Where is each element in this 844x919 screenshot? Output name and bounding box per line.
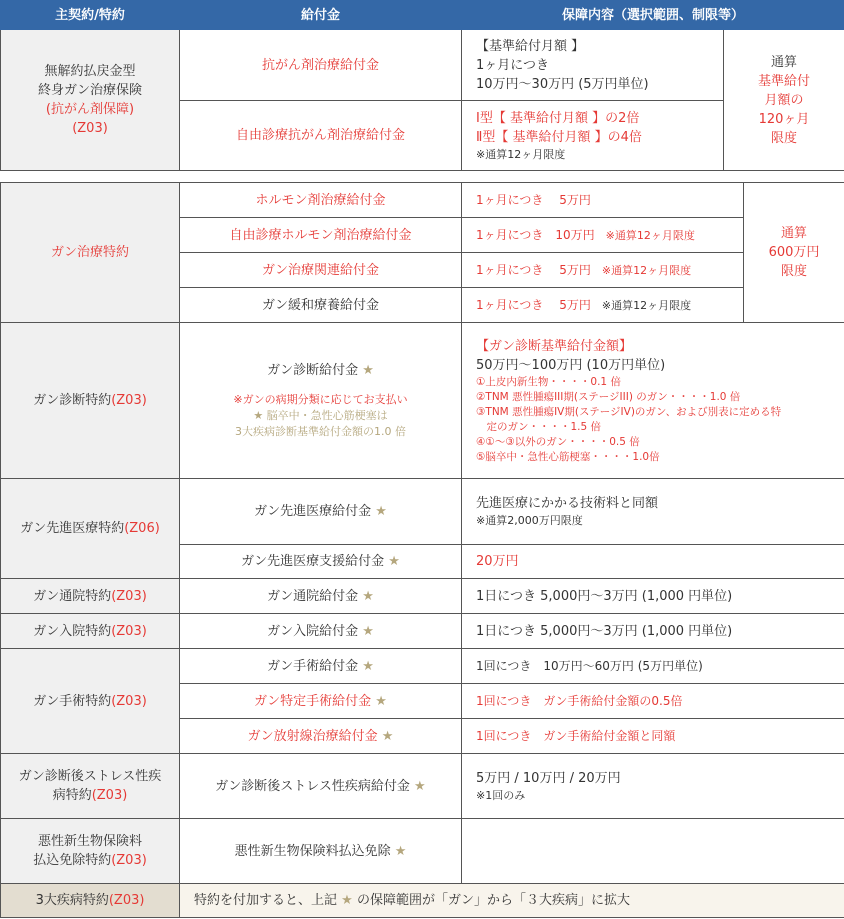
rider-outpatient-name: ガン通院特約(Z03): [1, 579, 180, 614]
benefit-specific-surgery: ガン特定手術給付金 ★: [180, 684, 462, 719]
coverage-stress: 5万円 / 10万円 / 20万円 ※1回のみ: [462, 754, 844, 819]
coverage-treatment-related: 1ヶ月につき 5万円 ※通算12ヶ月限度: [462, 253, 744, 288]
header-coverage: 保障内容（選択範囲、制限等）: [462, 1, 844, 30]
rider-treatment-name: ガン治療特約: [1, 183, 180, 323]
benefit-inpatient: ガン入院給付金 ★: [180, 614, 462, 649]
benefit-treatment-related: ガン治療関連給付金: [180, 253, 462, 288]
benefit-radiation: ガン放射線治療給付金 ★: [180, 719, 462, 754]
benefit-premium: 悪性新生物保険料払込免除 ★: [180, 819, 462, 884]
coverage-anticancer: 【基準給付月額 】 1ヶ月につき 10万円〜30万円 (5万円単位): [462, 30, 724, 101]
main-contract-limit: 通算 基準給付 月額の 120ヶ月 限度: [724, 30, 844, 171]
star-icon: ★: [341, 893, 353, 908]
star-icon: ★: [375, 693, 387, 709]
benefit-surgery: ガン手術給付金 ★: [180, 649, 462, 684]
coverage-outpatient: 1日につき 5,000円〜3万円 (1,000 円単位): [462, 579, 844, 614]
star-icon: ★: [381, 728, 394, 744]
coverage-specific-surgery: 1回につき ガン手術給付金額の0.5倍: [462, 684, 844, 719]
star-icon: ★: [414, 778, 426, 794]
star-icon: ★: [394, 843, 407, 859]
main-contract-table: [0, 0, 844, 171]
rider-premium-name: 悪性新生物保険料 払込免除特約(Z03): [1, 819, 180, 884]
benefit-diagnosis: ガン診断給付金 ★ ※ガンの病期分類に応じてお支払い ★ 脳卒中・急性心筋梗塞は 3大疾病診断基準給付金額の1.0 倍: [180, 323, 462, 479]
star-icon: ★: [388, 554, 400, 569]
benefit-advanced-support: ガン先進医療支援給付金 ★: [180, 545, 462, 579]
rider-diagnosis-name: ガン診断特約(Z03): [1, 323, 180, 479]
benefit-hormone: ホルモン剤治療給付金: [180, 183, 462, 218]
header-benefit: 給付金: [180, 1, 462, 30]
benefit-free-anticancer: 自由診療抗がん剤治療給付金: [180, 101, 462, 171]
star-icon: ★: [362, 588, 374, 604]
rider-table: [0, 182, 844, 918]
benefit-free-hormone: 自由診療ホルモン剤治療給付金: [180, 218, 462, 253]
rider-surgery-name: ガン手術特約(Z03): [1, 649, 180, 754]
treatment-limit: 通算 600万円 限度: [744, 183, 844, 323]
coverage-premium: [462, 819, 844, 884]
coverage-surgery: 1回につき 10万円〜60万円 (5万円単位): [462, 649, 844, 684]
star-icon: ★: [362, 623, 374, 639]
benefit-anticancer: 抗がん剤治療給付金: [180, 30, 462, 101]
rider-advanced-name: ガン先進医療特約(Z06): [1, 479, 180, 579]
rider-three-diseases-name: 3大疾病特約(Z03): [1, 884, 180, 918]
benefit-palliative: ガン緩和療養給付金: [180, 288, 462, 323]
rider-inpatient-name: ガン入院特約(Z03): [1, 614, 180, 649]
star-icon: ★: [362, 363, 374, 378]
header-contract: 主契約/特約: [1, 1, 180, 30]
benefit-advanced: ガン先進医療給付金 ★: [180, 479, 462, 545]
benefit-stress: ガン診断後ストレス性疾病給付金 ★: [180, 754, 462, 819]
coverage-inpatient: 1日につき 5,000円〜3万円 (1,000 円単位): [462, 614, 844, 649]
coverage-hormone: 1ヶ月につき 5万円: [462, 183, 744, 218]
coverage-advanced: 先進医療にかかる技術料と同額 ※通算2,000万円限度: [462, 479, 844, 545]
coverage-free-anticancer: Ⅰ型【 基準給付月額 】の2倍 Ⅱ型【 基準給付月額 】の4倍 ※通算12ヶ月限度: [462, 101, 724, 171]
three-diseases-description: 特約を付加すると、上記 ★ の保障範囲が「ガン」から「３大疾病」に拡大: [180, 884, 844, 918]
rider-stress-name: ガン診断後ストレス性疾 病特約(Z03): [1, 754, 180, 819]
coverage-palliative: 1ヶ月につき 5万円 ※通算12ヶ月限度: [462, 288, 744, 323]
coverage-advanced-support: 20万円: [462, 545, 844, 579]
coverage-radiation: 1回につき ガン手術給付金額と同額: [462, 719, 844, 754]
star-icon: ★: [362, 658, 374, 674]
benefit-outpatient: ガン通院給付金 ★: [180, 579, 462, 614]
coverage-diagnosis: 【ガン診断基準給付金額】 50万円〜100万円 (10万円単位) ①上皮内新生物・・・・0.1 倍 ②TNM 悪性腫瘍III期(ステージIII) のガン・・・・1.0 倍 ③TNM 悪性腫瘍IV期(ステージIV)のガン、および別表に定める特 定のガン・・・・1.5 倍 ④①〜③以外のガン・・・・0.5 倍 ⑤脳卒中・急性心筋梗塞・・・・1.0倍: [462, 323, 844, 479]
coverage-free-hormone: 1ヶ月につき 10万円 ※通算12ヶ月限度: [462, 218, 744, 253]
main-contract-name: 無解約払戻金型 終身ガン治療保険 (抗がん剤保障) (Z03): [1, 30, 180, 171]
star-icon: ★: [375, 504, 387, 519]
